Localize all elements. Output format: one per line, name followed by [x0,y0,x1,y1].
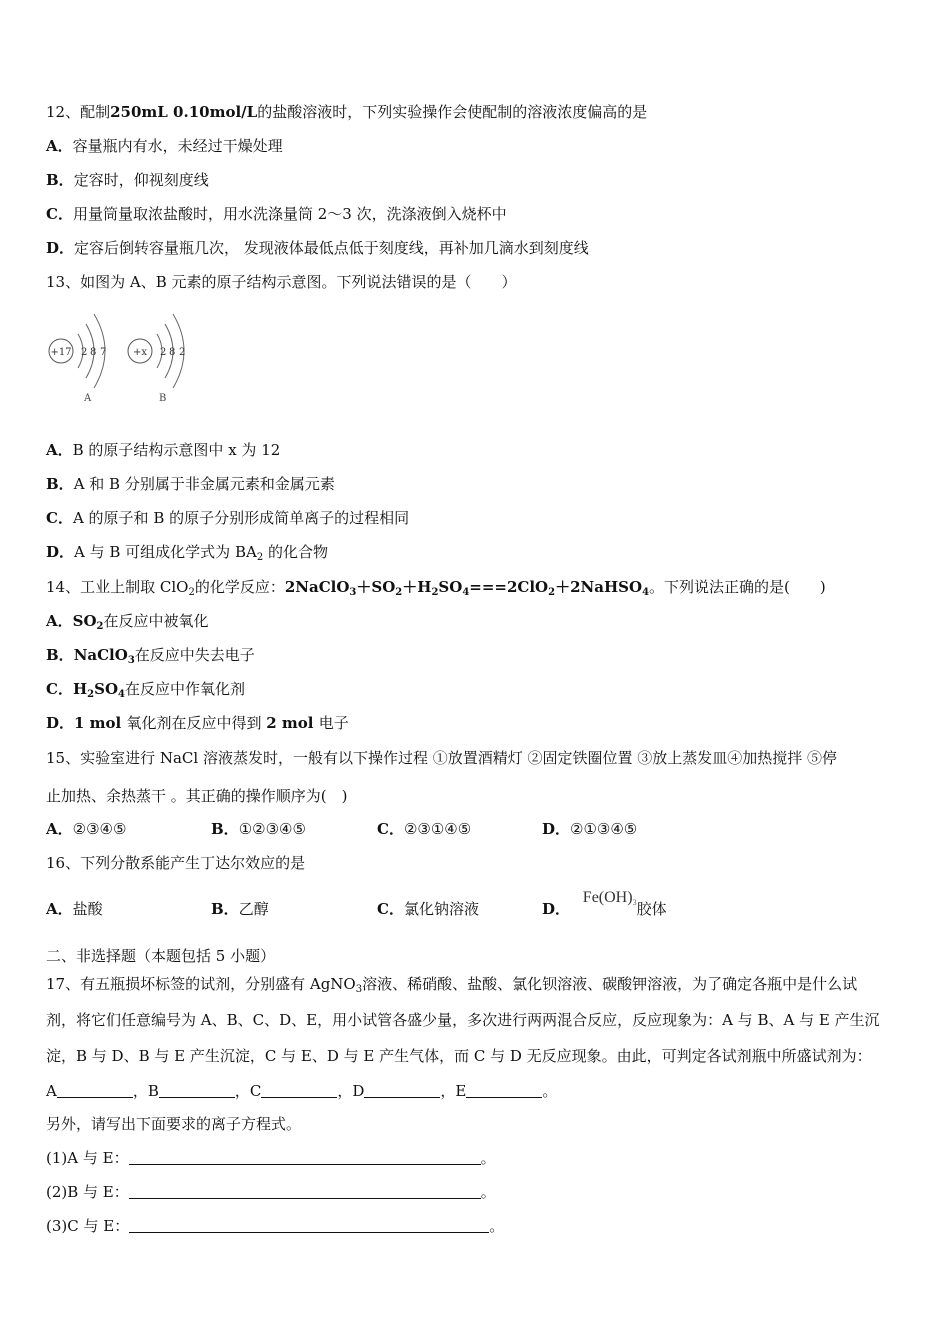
equation-end: 。 [480,1149,496,1167]
equation-blank-1[interactable] [129,1150,481,1165]
q12-stem-suffix: 的盐酸溶液时，下列实验操作会使配制的溶液浓度偏高的是 [257,103,648,121]
q13-option-c [46,508,409,528]
q13-stem-text: 13、如图为 A、B 元素的原子结构示意图。下列说法错误的是（ ） [46,273,517,291]
q12-option-b [46,170,209,190]
blank-end: 。 [542,1082,558,1100]
q13-option-d [46,542,328,562]
q17-text: 另外，请写出下面要求的离子方程式。 [46,1115,302,1133]
option-label: D． [46,239,75,257]
q12-stem-prefix: 12、配制 [46,103,111,121]
subscript: 2 [87,689,95,700]
option-text: ①②③④⑤ [238,820,306,838]
option-label: A． [46,612,73,630]
q15-stem-text: 15、实验室进行 NaCl 溶液蒸发时，一般有以下操作过程 ①放置酒精灯 ②固定铁圈位置 ③放上蒸发皿④加热搅拌 ⑤停 [46,749,838,767]
option-label: C． [377,900,404,918]
formula: Fe(OH) [582,889,633,906]
q16-option-d [542,889,667,920]
q12-option-c [46,204,507,224]
blank-label: ，E [440,1082,467,1100]
option-text: 定容后倒转容量瓶几次， 发现液体最低点低于刻度线，再补加几滴水到刻度线 [74,239,589,257]
option-label: D． [46,714,75,732]
equation-part: ＋H [402,578,432,596]
subscript: 2 [256,552,264,563]
equation-part: ===2ClO [469,578,549,596]
atom-a-shell-count-3: 7 [100,347,107,358]
q14-stem-mid: 的化学反应： [194,578,285,596]
q17-line-3 [46,1046,872,1066]
subscript: 4 [462,587,470,598]
option-text: 用量筒量取浓盐酸时，用水洗涤量筒 2～3 次，洗涤液倒入烧杯中 [72,205,507,223]
option-label: B． [211,820,239,838]
option-label: C． [377,820,404,838]
equation-end: 。 [489,1217,505,1235]
q17-line-1 [46,974,857,994]
option-text: B 的原子结构示意图中 x 为 12 [72,441,281,459]
q13-option-b [46,474,335,494]
option-label: A． [46,820,73,838]
option-label: B． [211,900,239,918]
quantity: 1 mol [74,714,127,732]
option-label: D． [542,820,571,838]
q15-stem-line-1 [46,748,837,768]
atom-b-shell-count-2: 8 [169,347,176,358]
equation-label: (3)C 与 E： [46,1217,130,1235]
option-label: C． [46,509,73,527]
q17-text: 溶液、稀硝酸、盐酸、氯化钡溶液、碳酸钾溶液，为了确定各瓶中是什么试 [362,975,858,993]
subscript: 3 [349,587,357,598]
q14-option-d [46,713,349,733]
q17-equation-3 [46,1216,504,1236]
atom-a-shell-count-1: 2 [81,347,88,358]
option-text: 容量瓶内有水，未经过干燥处理 [72,137,283,155]
quantity: 2 mol [266,714,319,732]
subscript: 2 [431,587,439,598]
option-text: 电子 [318,714,349,732]
q17-equation-1 [46,1148,496,1168]
q17-text: 淀，B 与 D、B 与 E 产生沉淀，C 与 E、D 与 E 产生气体，而 C 与 D 无反应现象。由此，可判定各试剂瓶中所盛试剂为： [46,1047,872,1065]
equation-blank-2[interactable] [129,1184,481,1199]
q15-stem-line-2 [46,786,347,806]
option-label: A． [46,441,73,459]
option-text-suffix: 的化合物 [263,543,328,561]
blank-label: A [46,1082,57,1100]
q13-option-a [46,440,280,460]
q14-option-b [46,645,255,665]
atom-b-shell-count-1: 2 [160,347,167,358]
q15-stem-text: 止加热、余热蒸干 。其正确的操作顺序为( ) [46,787,348,805]
q16-stem [46,853,305,873]
option-text: 在反应中失去电子 [134,646,255,664]
atom-a-label: A [84,393,92,404]
q17-reagent-blanks [46,1081,557,1101]
subscript: 2 [188,587,195,598]
blank-label: ，B [132,1082,159,1100]
q12-stem-concentration: 250mL 0.10mol/L [110,103,258,121]
atom-b-nucleus-charge: +x [132,347,148,358]
option-text: ②①③④⑤ [570,820,638,838]
q15-option-c [377,819,471,839]
q15-option-b [211,819,306,839]
q16-option-c [377,899,479,919]
subscript: 3 [632,898,637,907]
subscript: 2 [395,587,403,598]
subscript: 3 [127,655,135,666]
answer-blank-b[interactable] [159,1083,235,1098]
option-text: 乙醇 [238,900,269,918]
atom-b-label: B [159,393,167,404]
subscript: 2 [96,621,104,632]
option-text: 胶体 [636,900,667,918]
equation-part: SO [438,578,463,596]
option-label: D． [542,900,571,918]
q13-stem [46,272,516,292]
q14-stem-prefix: 14、工业上制取 ClO [46,578,189,596]
option-text: A 和 B 分别属于非金属元素和金属元素 [73,475,335,493]
option-text: 定容时，仰视刻度线 [73,171,209,189]
q17-line-2 [46,1010,880,1030]
option-text: 盐酸 [72,900,103,918]
subscript: 2 [548,587,556,598]
option-text: A 与 B 可组成化学式为 BA [74,543,257,561]
q12-option-a [46,136,283,156]
section-2-title [46,946,275,966]
q17-text: 剂，将它们任意编号为 A、B、C、D、E，用小试管各盛少量，多次进行两两混合反应，反应现象为：A 与 B、A 与 E 产生沉 [46,1011,880,1029]
option-label: B． [46,475,74,493]
subscript: 4 [118,689,125,700]
equation-blank-3[interactable] [129,1218,489,1233]
q14-option-c [46,679,245,699]
equation-end: 。 [480,1183,496,1201]
formula: SO [72,612,97,630]
option-label: D． [46,543,75,561]
option-text: 在反应中被氧化 [103,612,209,630]
equation-part: ＋2NaHSO [555,578,643,596]
formula: SO [94,680,119,698]
option-label: C． [46,205,73,223]
option-label: B． [46,171,74,189]
q12-stem [46,102,647,122]
option-text: ②③④⑤ [72,820,127,838]
formula: H [72,680,88,698]
option-label: B． [46,646,74,664]
q16-option-a [46,899,103,919]
option-text: 氯化钠溶液 [403,900,479,918]
formula: NaClO [73,646,128,664]
q14-equation [285,578,649,596]
equation-label: (1)A 与 E： [46,1149,129,1167]
option-text: 在反应中作氧化剂 [124,680,245,698]
q15-option-d [542,819,637,839]
answer-blank-d[interactable] [364,1083,440,1098]
blank-label: ，C [234,1082,262,1100]
atom-b-shell-count-3: 2 [179,347,186,358]
option-label: A． [46,900,73,918]
answer-blank-c[interactable] [261,1083,337,1098]
q14-option-a [46,611,209,631]
q16-stem-text: 16、下列分散系能产生丁达尔效应的是 [46,854,306,872]
subscript: 4 [642,587,650,598]
blank-label: ，D [337,1082,365,1100]
q16-option-b [211,899,269,919]
fe-oh-3-formula [583,889,637,906]
option-text: 氧化剂在反应中得到 [126,714,267,732]
q14-stem-end: 。下列说法正确的是( ) [649,578,826,596]
answer-blank-a[interactable] [57,1083,133,1098]
subscript: 3 [355,984,363,995]
atom-a-nucleus-charge: +17 [50,347,72,358]
option-text: ②③①④⑤ [403,820,472,838]
equation-part: ＋SO [356,578,396,596]
equation-label: (2)B 与 E： [46,1183,129,1201]
q17-text: 17、有五瓶损坏标签的试剂，分别盛有 AgNO [46,975,356,993]
q14-stem [46,577,826,597]
option-label: A． [46,137,73,155]
section-title-text: 二、非选择题（本题包括 5 小题） [46,947,276,965]
q12-option-d [46,238,589,258]
option-label: C． [46,680,73,698]
q15-option-a [46,819,126,839]
option-text: A 的原子和 B 的原子分别形成简单离子的过程相同 [72,509,410,527]
q17-line-5 [46,1114,301,1134]
q17-equation-2 [46,1182,496,1202]
equation-part: 2NaClO [284,578,350,596]
atomic-structure-diagram [44,306,214,406]
answer-blank-e[interactable] [466,1083,542,1098]
atom-a-shell-count-2: 8 [90,347,97,358]
